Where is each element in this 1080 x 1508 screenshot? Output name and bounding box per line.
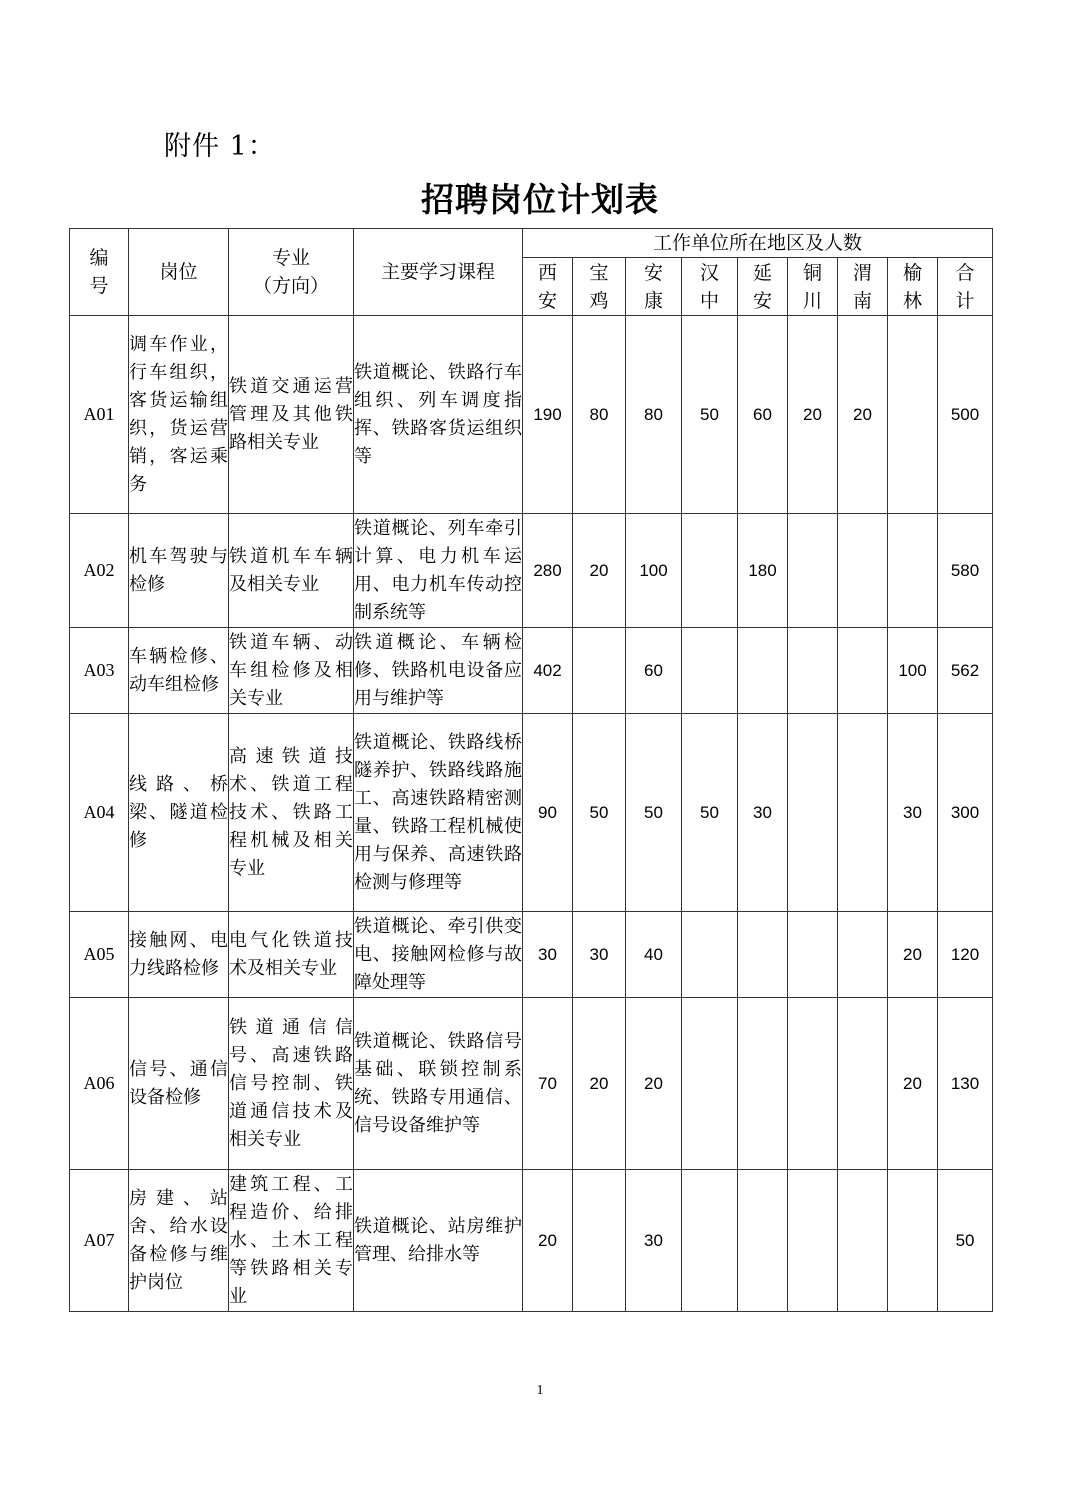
cell-count [838,912,888,998]
cell-code: A01 [70,316,129,514]
cell-count [573,628,626,714]
header-region-group: 工作单位所在地区及人数 [523,229,993,258]
cell-count [838,714,888,912]
table-row [70,514,993,628]
cell-count [838,998,888,1170]
cell-count: 90 [523,714,573,912]
header-region-8: 合 计 [938,258,993,316]
header-major: 专业 （方向） [229,229,354,316]
cell-code: A07 [70,1170,129,1312]
header-region-3: 汉 中 [682,258,738,316]
cell-count: 402 [523,628,573,714]
cell-count: 30 [523,912,573,998]
cell-count: 50 [682,714,738,912]
cell-count [788,998,838,1170]
cell-code: A04 [70,714,129,912]
cell-total: 500 [938,316,993,514]
cell-count: 20 [626,998,682,1170]
cell-count [788,514,838,628]
cell-position: 线路、桥梁、隧道检修 [129,714,229,912]
cell-code: A05 [70,912,129,998]
page-title: 招聘岗位计划表 [421,180,659,219]
cell-count: 100 [626,514,682,628]
cell-count: 20 [788,316,838,514]
cell-total: 562 [938,628,993,714]
cell-count [788,912,838,998]
cell-position: 接触网、电力线路检修 [129,912,229,998]
header-region-6: 渭 南 [838,258,888,316]
cell-count [682,628,738,714]
cell-count [682,912,738,998]
table-row [70,912,993,998]
cell-count [888,514,938,628]
cell-courses: 铁道概论、站房维护管理、给排水等 [354,1170,523,1312]
cell-total: 120 [938,912,993,998]
cell-courses: 铁道概论、铁路信号基础、联锁控制系统、铁路专用通信、信号设备维护等 [354,998,523,1170]
header-region-7: 榆 林 [888,258,938,316]
cell-courses: 铁道概论、铁路线桥隧养护、铁路线路施工、高速铁路精密测量、铁路工程机械使用与保养、高速铁路检测与修理等 [354,714,523,912]
cell-count [738,912,788,998]
cell-total: 580 [938,514,993,628]
cell-code: A03 [70,628,129,714]
cell-count: 280 [523,514,573,628]
cell-courses: 铁道概论、牵引供变电、接触网检修与故障处理等 [354,912,523,998]
cell-count: 30 [626,1170,682,1312]
cell-count [838,628,888,714]
cell-count [888,1170,938,1312]
cell-count: 20 [888,998,938,1170]
header-courses: 主要学习课程 [354,229,523,316]
header-region-2: 安 康 [626,258,682,316]
cell-position: 信号、通信设备检修 [129,998,229,1170]
cell-count [788,714,838,912]
page-number: 1 [536,1383,544,1398]
table-row [70,998,993,1170]
cell-count: 60 [626,628,682,714]
cell-count: 40 [626,912,682,998]
cell-courses: 铁道概论、列车牵引计算、电力机车运用、电力机车传动控制系统等 [354,514,523,628]
cell-count: 80 [573,316,626,514]
table-row [70,316,993,514]
cell-count [788,1170,838,1312]
cell-position: 机车驾驶与检修 [129,514,229,628]
cell-count: 180 [738,514,788,628]
cell-count [838,1170,888,1312]
cell-position: 车辆检修、动车组检修 [129,628,229,714]
cell-major: 铁道交通运营管理及其他铁路相关专业 [229,316,354,514]
cell-count: 30 [573,912,626,998]
header-region-1: 宝 鸡 [573,258,626,316]
cell-count: 30 [888,714,938,912]
cell-count [788,628,838,714]
cell-count: 20 [838,316,888,514]
cell-count [838,514,888,628]
table-row [70,1170,993,1312]
cell-total: 130 [938,998,993,1170]
cell-major: 建筑工程、工程造价、给排水、土木工程等铁路相关专业 [229,1170,354,1312]
cell-total: 50 [938,1170,993,1312]
cell-major: 高速铁道技术、铁道工程技术、铁路工程机械及相关专业 [229,714,354,912]
cell-major: 铁道车辆、动车组检修及相关专业 [229,628,354,714]
cell-count [573,1170,626,1312]
table-row [70,714,993,912]
recruitment-plan-table [69,228,993,1312]
cell-major: 电气化铁道技术及相关专业 [229,912,354,998]
cell-code: A02 [70,514,129,628]
attachment-label: 附件 1： [164,131,276,162]
cell-count [738,998,788,1170]
header-region-5: 铜 川 [788,258,838,316]
header-region-4: 延 安 [738,258,788,316]
cell-code: A06 [70,998,129,1170]
cell-count: 80 [626,316,682,514]
cell-count: 20 [888,912,938,998]
cell-position: 调车作业，行车组织，客货运输组织，货运营销，客运乘务 [129,316,229,514]
cell-count [738,1170,788,1312]
cell-count: 50 [573,714,626,912]
cell-courses: 铁道概论、铁路行车组织、列车调度指挥、铁路客货运组织等 [354,316,523,514]
cell-count: 50 [682,316,738,514]
table-row [70,628,993,714]
cell-count [682,514,738,628]
cell-count: 70 [523,998,573,1170]
header-code: 编 号 [70,229,129,316]
cell-total: 300 [938,714,993,912]
cell-count [738,628,788,714]
cell-count: 60 [738,316,788,514]
header-position: 岗位 [129,229,229,316]
cell-count: 20 [573,998,626,1170]
cell-position: 房建、站舍、给水设备检修与维护岗位 [129,1170,229,1312]
cell-count: 20 [573,514,626,628]
cell-count: 50 [626,714,682,912]
cell-count [682,998,738,1170]
cell-major: 铁道机车车辆及相关专业 [229,514,354,628]
cell-count [682,1170,738,1312]
cell-count: 190 [523,316,573,514]
cell-count [888,316,938,514]
cell-count: 20 [523,1170,573,1312]
header-region-0: 西 安 [523,258,573,316]
cell-count: 30 [738,714,788,912]
cell-courses: 铁道概论、车辆检修、铁路机电设备应用与维护等 [354,628,523,714]
cell-major: 铁道通信信号、高速铁路信号控制、铁道通信技术及相关专业 [229,998,354,1170]
cell-count: 100 [888,628,938,714]
